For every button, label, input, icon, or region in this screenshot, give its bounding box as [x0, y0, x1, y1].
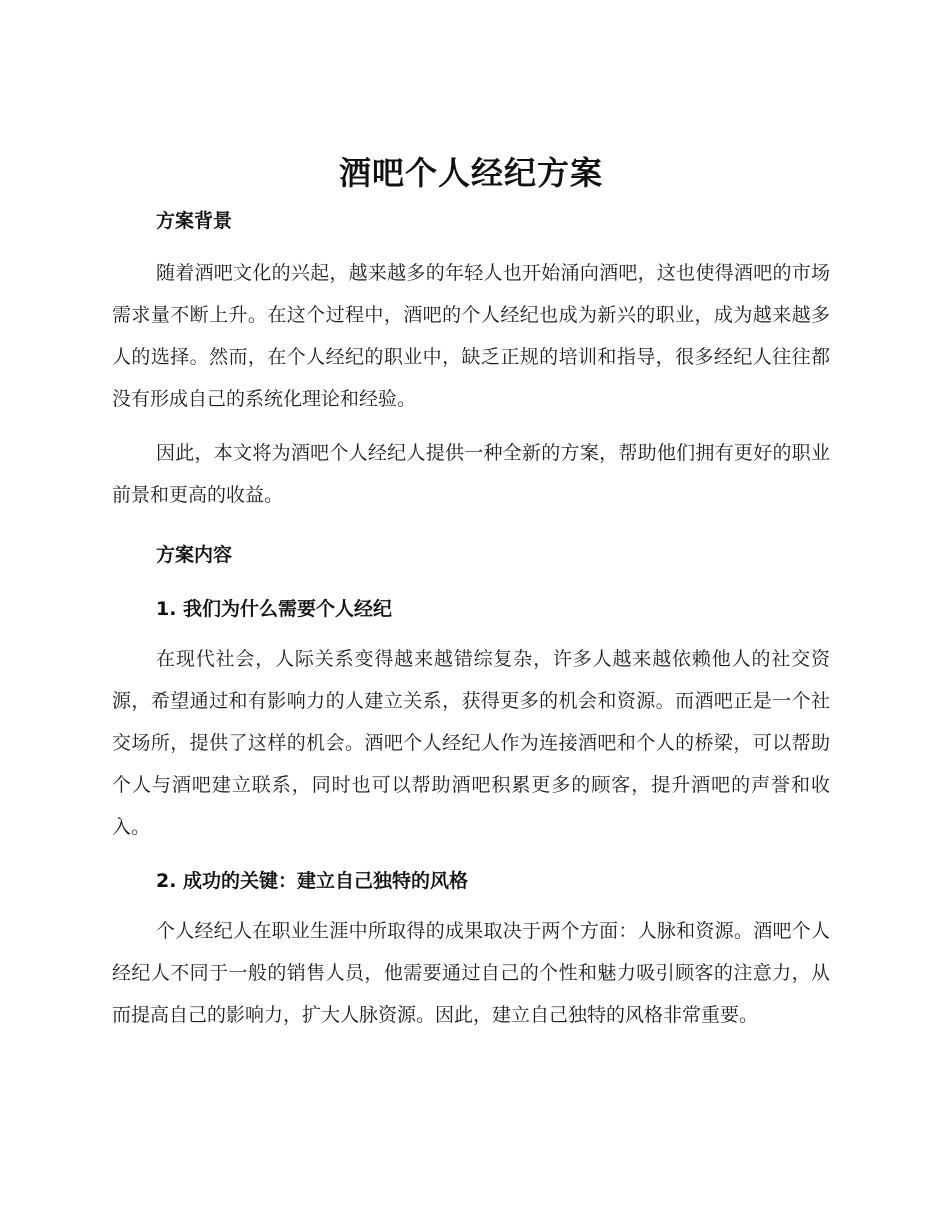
subsection-2-paragraph: 个人经纪人在职业生涯中所取得的成果取决于两个方面：人脉和资源。酒吧个人经纪人不同于一般的销售人员，他需要通过自己的个性和魅力吸引顾客的注意力，从而提高自己的影响力，扩大人脉资源。因此，建立自己独特的风格非常重要。: [112, 920, 830, 1026]
section-heading-background: 方案背景: [156, 210, 233, 232]
background-paragraph-1: 随着酒吧文化的兴起，越来越多的年轻人也开始涌向酒吧，这也使得酒吧的市场需求量不断上升。在这个过程中，酒吧的个人经纪也成为新兴的职业，成为越来越多人的选择。然而，在个人经纪的职业中，缺乏正规的培训和指导，很多经纪人往往都没有形成自己的系统化理论和经验。: [112, 262, 830, 410]
subsection-heading-2: 2. 成功的关键：建立自己独特的风格: [156, 870, 469, 892]
section-heading-content: 方案内容: [156, 544, 233, 566]
document-page: [112, 150, 830, 1036]
document-title: 酒吧个人经纪方案: [338, 154, 603, 192]
subsection-1-paragraph: 在现代社会，人际关系变得越来越错综复杂，许多人越来越依赖他人的社交资源，希望通过和有影响力的人建立关系，获得更多的机会和资源。而酒吧正是一个社交场所，提供了这样的机会。酒吧个人经纪人作为连接酒吧和个人的桥梁，可以帮助个人与酒吧建立联系，同时也可以帮助酒吧积累更多的顾客，提升酒吧的声誉和收入。: [112, 648, 830, 838]
subsection-heading-1: 1. 我们为什么需要个人经纪: [156, 598, 393, 620]
background-paragraph-2: 因此，本文将为酒吧个人经纪人提供一种全新的方案，帮助他们拥有更好的职业前景和更高的收益。: [112, 442, 830, 506]
